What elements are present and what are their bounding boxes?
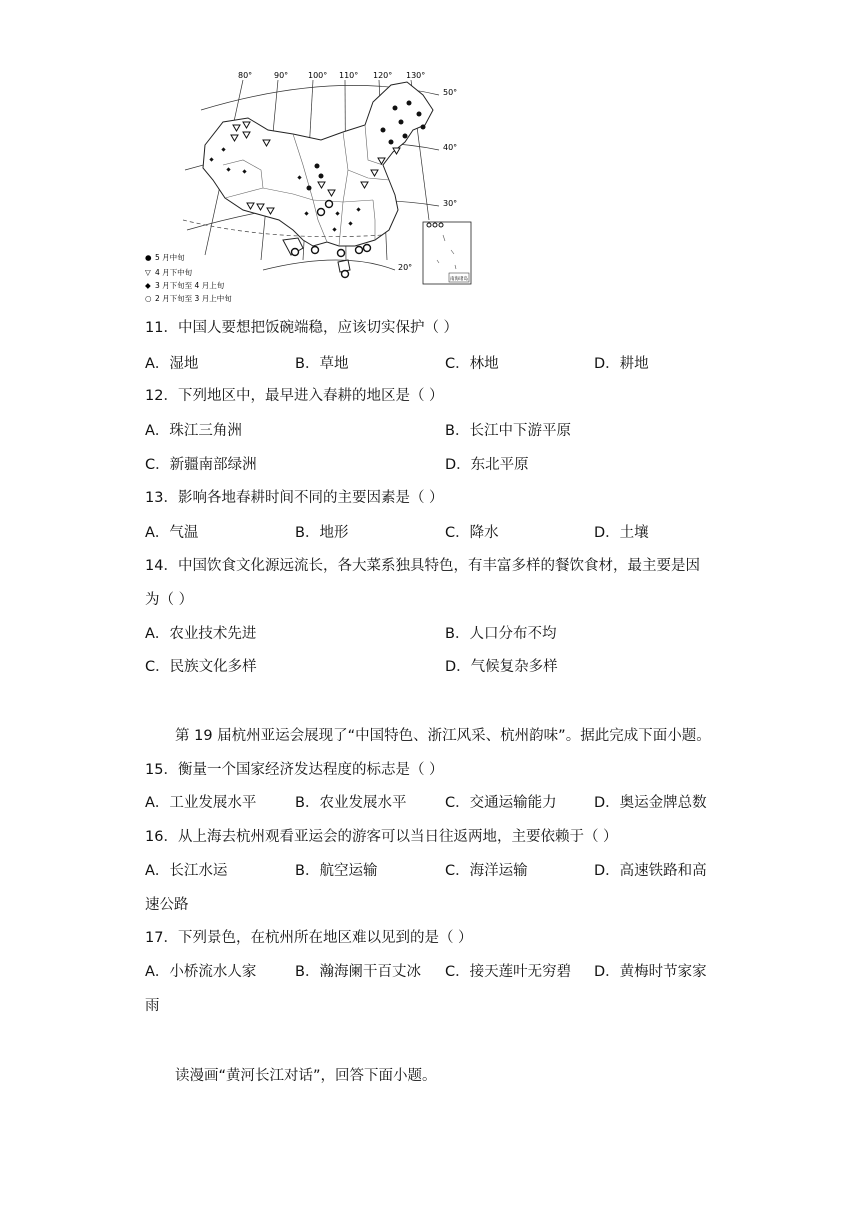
q16-option-d[interactable]: D．高速铁路和高 (594, 863, 707, 879)
lon-label-110: 110° (339, 71, 359, 80)
q12-option-d[interactable]: D．东北平原 (445, 457, 529, 473)
legend-text-1: 5 月中旬 (155, 253, 185, 262)
legend-symbol-1: ● (145, 253, 152, 262)
q12-option-a[interactable]: A．珠江三角洲 (145, 423, 242, 439)
legend-symbol-4: ○ (145, 294, 152, 303)
china-map-figure (143, 70, 473, 308)
inset-label: 南海诸岛 (450, 277, 468, 282)
legend-symbol-2: ▽ (145, 268, 151, 277)
q15-option-c[interactable]: C．交通运输能力 (445, 795, 557, 811)
q15-option-b[interactable]: B．农业发展水平 (295, 795, 407, 811)
lat-label-30: 30° (443, 199, 458, 208)
lon-label-80: 80° (238, 71, 253, 80)
lat-label-20: 20° (398, 263, 413, 272)
q14-option-d[interactable]: D．气候复杂多样 (445, 659, 558, 675)
q12-option-b[interactable]: B．长江中下游平原 (445, 423, 571, 439)
question-15-stem: 15．衡量一个国家经济发达程度的标志是（ ） (145, 762, 444, 778)
q17-option-d-wrap: 雨 (145, 998, 160, 1014)
china-outline (203, 82, 433, 272)
q14-option-c[interactable]: C．民族文化多样 (145, 659, 257, 675)
q17-option-d[interactable]: D．黄梅时节家家 (594, 964, 707, 980)
q12-option-c[interactable]: C．新疆南部绿洲 (145, 457, 257, 473)
question-14-stem-cont: 为（ ） (145, 592, 194, 608)
q13-option-c[interactable]: C．降水 (445, 525, 499, 541)
spring-plowing-map (143, 70, 473, 308)
q11-option-d[interactable]: D．耕地 (594, 356, 649, 372)
legend-text-2: 4 月下中旬 (155, 268, 193, 277)
legend-symbol-3: ◆ (145, 281, 151, 290)
comic-intro: 读漫画“黄河长江对话”，回答下面小题。 (175, 1068, 437, 1084)
q13-option-d[interactable]: D．土壤 (594, 525, 649, 541)
lon-label-120: 120° (373, 71, 393, 80)
lon-label-90: 90° (274, 71, 289, 80)
q15-option-d[interactable]: D．奥运金牌总数 (594, 795, 707, 811)
legend-text-3: 3 月下旬至 4 月上旬 (155, 281, 225, 290)
lat-label-50: 50° (443, 88, 458, 97)
q17-option-a[interactable]: A．小桥流水人家 (145, 964, 257, 980)
south-sea-inset (423, 222, 471, 284)
asian-games-intro: 第 19 届杭州亚运会展现了“中国特色、浙江风采、杭州韵味”。据此完成下面小题。 (175, 728, 711, 744)
q17-option-b[interactable]: B．瀚海阑干百丈冰 (295, 964, 421, 980)
q14-option-a[interactable]: A．农业技术先进 (145, 626, 257, 642)
q13-option-a[interactable]: A．气温 (145, 525, 199, 541)
question-13-stem: 13．影响各地春耕时间不同的主要因素是（ ） (145, 490, 444, 506)
lon-label-130: 130° (406, 71, 426, 80)
q11-option-c[interactable]: C．林地 (445, 356, 499, 372)
q13-option-b[interactable]: B．地形 (295, 525, 349, 541)
map-legend (145, 252, 232, 303)
question-14-stem: 14．中国饮食文化源远流长，各大菜系独具特色，有丰富多样的餐饮食材，最主要是因 (145, 558, 700, 574)
question-17-stem: 17．下列景色，在杭州所在地区难以见到的是（ ） (145, 930, 473, 946)
q15-option-a[interactable]: A．工业发展水平 (145, 795, 257, 811)
q16-option-c[interactable]: C．海洋运输 (445, 863, 528, 879)
q11-option-a[interactable]: A．湿地 (145, 356, 199, 372)
q17-option-c[interactable]: C．接天莲叶无穷碧 (445, 964, 572, 980)
question-11-stem: 11．中国人要想把饭碗端稳，应该切实保护（ ） (145, 320, 459, 336)
lat-label-40: 40° (443, 143, 458, 152)
q16-option-b[interactable]: B．航空运输 (295, 863, 378, 879)
question-12-stem: 12．下列地区中，最早进入春耕的地区是（ ） (145, 388, 444, 404)
q11-option-b[interactable]: B．草地 (295, 356, 349, 372)
question-16-stem: 16．从上海去杭州观看亚运会的游客可以当日往返两地，主要依赖于（ ） (145, 829, 618, 845)
legend-text-4: 2 月下旬至 3 月上中旬 (155, 294, 232, 303)
q16-option-d-wrap: 速公路 (145, 897, 189, 913)
q14-option-b[interactable]: B．人口分布不均 (445, 626, 557, 642)
lon-label-100: 100° (308, 71, 328, 80)
q16-option-a[interactable]: A．长江水运 (145, 863, 228, 879)
